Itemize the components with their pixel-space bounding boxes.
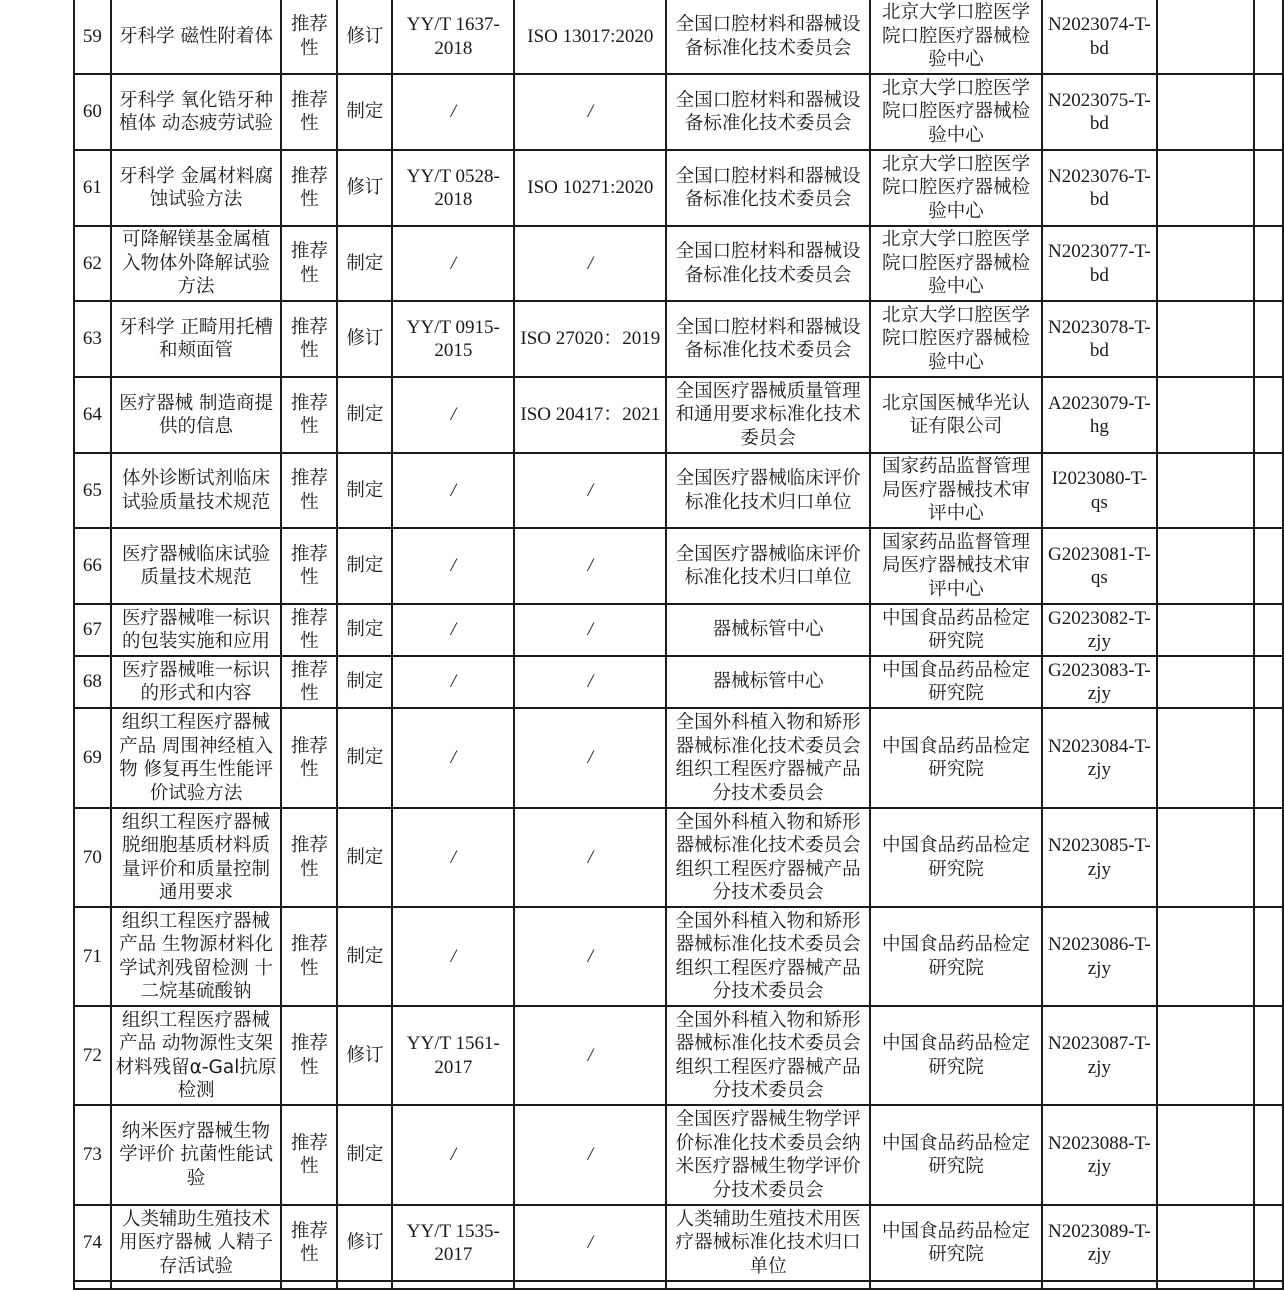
empty-cell bbox=[1157, 74, 1254, 150]
table-row bbox=[74, 604, 1283, 656]
replaced-standard-cell: / bbox=[392, 377, 514, 453]
plan-number-cell: N2023074-T-bd bbox=[1042, 0, 1156, 74]
plan-number-cell: G2023083-T-zjy bbox=[1042, 656, 1156, 708]
replaced-standard-cell: YY/T 1637-2018 bbox=[392, 0, 514, 74]
plan-number-cell: N2023086-T-zjy bbox=[1042, 907, 1156, 1006]
plan-number-cell: G2023081-T-qs bbox=[1042, 528, 1156, 604]
table-bottom-edge bbox=[74, 1281, 1283, 1289]
row-number-cell: 69 bbox=[74, 708, 111, 808]
adopted-intl-std-cell: / bbox=[514, 656, 666, 708]
standard-name-cell: 医疗器械 制造商提供的信息 bbox=[111, 377, 282, 453]
standard-name-cell: 牙科学 氧化锆牙种植体 动态疲劳试验 bbox=[111, 74, 282, 150]
adopted-intl-std-cell: / bbox=[514, 808, 666, 907]
standard-nature-cell: 推荐性 bbox=[281, 301, 337, 377]
standard-name-cell: 人类辅助生殖技术用医疗器械 人精子存活试验 bbox=[111, 1205, 282, 1281]
empty-cell bbox=[1254, 528, 1283, 604]
adopted-intl-std-cell: / bbox=[514, 907, 666, 1006]
table-row bbox=[74, 708, 1283, 808]
table-row bbox=[74, 74, 1283, 150]
standard-nature-cell: 推荐性 bbox=[281, 808, 337, 907]
adopted-intl-std-cell: ISO 13017:2020 bbox=[514, 0, 666, 74]
drafting-unit-cell: 北京大学口腔医学院口腔医疗器械检验中心 bbox=[870, 150, 1042, 226]
empty-cell bbox=[1254, 150, 1283, 226]
standard-nature-cell: 推荐性 bbox=[281, 1205, 337, 1281]
table-row bbox=[74, 150, 1283, 226]
row-number-cell: 63 bbox=[74, 301, 111, 377]
empty-cell bbox=[1157, 1006, 1254, 1105]
tech-committee-cell: 全国医疗器械临床评价标准化技术归口单位 bbox=[666, 528, 869, 604]
tech-committee-cell: 器械标管中心 bbox=[666, 604, 869, 656]
plan-number-cell: N2023084-T-zjy bbox=[1042, 708, 1156, 808]
empty-cell bbox=[1254, 0, 1283, 74]
replaced-standard-cell: / bbox=[392, 528, 514, 604]
adopted-intl-std-cell: / bbox=[514, 708, 666, 808]
plan-number-cell: N2023087-T-zjy bbox=[1042, 1006, 1156, 1105]
standard-name-cell: 体外诊断试剂临床试验质量技术规范 bbox=[111, 453, 282, 528]
replaced-standard-cell: / bbox=[392, 1105, 514, 1205]
standard-nature-cell: 推荐性 bbox=[281, 1105, 337, 1205]
replaced-standard-cell: / bbox=[392, 808, 514, 907]
standard-nature-cell: 推荐性 bbox=[281, 907, 337, 1006]
row-number-cell: 61 bbox=[74, 150, 111, 226]
replaced-standard-cell: / bbox=[392, 656, 514, 708]
row-number-cell: 66 bbox=[74, 528, 111, 604]
table-row bbox=[74, 1205, 1283, 1281]
revision-type-cell: 制定 bbox=[337, 808, 392, 907]
plan-number-cell: A2023079-T-hg bbox=[1042, 377, 1156, 453]
empty-cell bbox=[1157, 907, 1254, 1006]
adopted-intl-std-cell: ISO 10271:2020 bbox=[514, 150, 666, 226]
revision-type-cell: 修订 bbox=[337, 0, 392, 74]
standard-name-cell: 组织工程医疗器械产品 动物源性支架材料残留α-Gal抗原检测 bbox=[111, 1006, 282, 1105]
standard-nature-cell: 推荐性 bbox=[281, 150, 337, 226]
tech-committee-cell: 全国医疗器械质量管理和通用要求标准化技术委员会 bbox=[666, 377, 869, 453]
drafting-unit-cell: 北京大学口腔医学院口腔医疗器械检验中心 bbox=[870, 301, 1042, 377]
standard-name-cell: 医疗器械唯一标识的包装实施和应用 bbox=[111, 604, 282, 656]
replaced-standard-cell: / bbox=[392, 708, 514, 808]
row-number-cell: 70 bbox=[74, 808, 111, 907]
standard-name-cell: 组织工程医疗器械脱细胞基质材料质量评价和质量控制通用要求 bbox=[111, 808, 282, 907]
revision-type-cell: 制定 bbox=[337, 907, 392, 1006]
replaced-standard-cell: YY/T 0528-2018 bbox=[392, 150, 514, 226]
standard-name-cell: 牙科学 金属材料腐蚀试验方法 bbox=[111, 150, 282, 226]
adopted-intl-std-cell: / bbox=[514, 453, 666, 528]
row-number-cell: 60 bbox=[74, 74, 111, 150]
table-body bbox=[74, 0, 1283, 1281]
tech-committee-cell: 全国外科植入物和矫形器械标准化技术委员会组织工程医疗器械产品分技术委员会 bbox=[666, 907, 869, 1006]
tech-committee-cell: 器械标管中心 bbox=[666, 656, 869, 708]
standard-nature-cell: 推荐性 bbox=[281, 453, 337, 528]
empty-cell bbox=[1254, 226, 1283, 301]
drafting-unit-cell: 中国食品药品检定研究院 bbox=[870, 907, 1042, 1006]
tech-committee-cell: 全国医疗器械临床评价标准化技术归口单位 bbox=[666, 453, 869, 528]
drafting-unit-cell: 北京大学口腔医学院口腔医疗器械检验中心 bbox=[870, 74, 1042, 150]
plan-number-cell: N2023076-T-bd bbox=[1042, 150, 1156, 226]
empty-cell bbox=[1254, 74, 1283, 150]
table-row bbox=[74, 1105, 1283, 1205]
plan-number-cell: N2023085-T-zjy bbox=[1042, 808, 1156, 907]
adopted-intl-std-cell: / bbox=[514, 604, 666, 656]
standard-nature-cell: 推荐性 bbox=[281, 656, 337, 708]
standard-nature-cell: 推荐性 bbox=[281, 0, 337, 74]
empty-cell bbox=[1157, 377, 1254, 453]
adopted-intl-std-cell: / bbox=[514, 226, 666, 301]
empty-cell bbox=[1254, 377, 1283, 453]
standard-name-cell: 组织工程医疗器械产品 周围神经植入物 修复再生性能评价试验方法 bbox=[111, 708, 282, 808]
revision-type-cell: 修订 bbox=[337, 1006, 392, 1105]
plan-number-cell: N2023078-T-bd bbox=[1042, 301, 1156, 377]
drafting-unit-cell: 国家药品监督管理局医疗器械技术审评中心 bbox=[870, 528, 1042, 604]
drafting-unit-cell: 中国食品药品检定研究院 bbox=[870, 1006, 1042, 1105]
tech-committee-cell: 全国口腔材料和器械设备标准化技术委员会 bbox=[666, 74, 869, 150]
row-number-cell: 64 bbox=[74, 377, 111, 453]
replaced-standard-cell: / bbox=[392, 907, 514, 1006]
standard-nature-cell: 推荐性 bbox=[281, 74, 337, 150]
row-number-cell: 73 bbox=[74, 1105, 111, 1205]
tech-committee-cell: 全国口腔材料和器械设备标准化技术委员会 bbox=[666, 226, 869, 301]
empty-cell bbox=[1157, 1105, 1254, 1205]
revision-type-cell: 制定 bbox=[337, 604, 392, 656]
empty-cell bbox=[1157, 708, 1254, 808]
standard-name-cell: 纳米医疗器械生物学评价 抗菌性能试验 bbox=[111, 1105, 282, 1205]
revision-type-cell: 制定 bbox=[337, 1105, 392, 1205]
revision-type-cell: 制定 bbox=[337, 377, 392, 453]
row-number-cell: 74 bbox=[74, 1205, 111, 1281]
adopted-intl-std-cell: / bbox=[514, 1105, 666, 1205]
drafting-unit-cell: 中国食品药品检定研究院 bbox=[870, 1205, 1042, 1281]
empty-cell bbox=[1254, 301, 1283, 377]
standard-name-cell: 医疗器械临床试验质量技术规范 bbox=[111, 528, 282, 604]
empty-cell bbox=[1254, 808, 1283, 907]
standard-nature-cell: 推荐性 bbox=[281, 528, 337, 604]
standard-name-cell: 牙科学 磁性附着体 bbox=[111, 0, 282, 74]
standard-name-cell: 可降解镁基金属植入物体外降解试验方法 bbox=[111, 226, 282, 301]
revision-type-cell: 制定 bbox=[337, 708, 392, 808]
plan-number-cell: N2023075-T-bd bbox=[1042, 74, 1156, 150]
table-row bbox=[74, 453, 1283, 528]
tech-committee-cell: 全国外科植入物和矫形器械标准化技术委员会组织工程医疗器械产品分技术委员会 bbox=[666, 708, 869, 808]
drafting-unit-cell: 国家药品监督管理局医疗器械技术审评中心 bbox=[870, 453, 1042, 528]
empty-cell bbox=[1157, 604, 1254, 656]
empty-cell bbox=[1157, 0, 1254, 74]
table-row bbox=[74, 0, 1283, 74]
replaced-standard-cell: YY/T 1561-2017 bbox=[392, 1006, 514, 1105]
adopted-intl-std-cell: / bbox=[514, 74, 666, 150]
revision-type-cell: 修订 bbox=[337, 150, 392, 226]
drafting-unit-cell: 中国食品药品检定研究院 bbox=[870, 808, 1042, 907]
table-row bbox=[74, 528, 1283, 604]
table-row bbox=[74, 226, 1283, 301]
revision-type-cell: 制定 bbox=[337, 226, 392, 301]
standards-table bbox=[73, 0, 1284, 1290]
empty-cell bbox=[1254, 656, 1283, 708]
table-row bbox=[74, 656, 1283, 708]
standard-nature-cell: 推荐性 bbox=[281, 708, 337, 808]
drafting-unit-cell: 北京大学口腔医学院口腔医疗器械检验中心 bbox=[870, 226, 1042, 301]
empty-cell bbox=[1254, 1105, 1283, 1205]
drafting-unit-cell: 中国食品药品检定研究院 bbox=[870, 708, 1042, 808]
revision-type-cell: 修订 bbox=[337, 1205, 392, 1281]
plan-number-cell: N2023089-T-zjy bbox=[1042, 1205, 1156, 1281]
plan-number-cell: I2023080-T-qs bbox=[1042, 453, 1156, 528]
empty-cell bbox=[1157, 1205, 1254, 1281]
empty-cell bbox=[1157, 808, 1254, 907]
empty-cell bbox=[1254, 708, 1283, 808]
standard-nature-cell: 推荐性 bbox=[281, 226, 337, 301]
plan-number-cell: N2023077-T-bd bbox=[1042, 226, 1156, 301]
standard-name-cell: 牙科学 正畸用托槽和颊面管 bbox=[111, 301, 282, 377]
standard-nature-cell: 推荐性 bbox=[281, 1006, 337, 1105]
tech-committee-cell: 人类辅助生殖技术用医疗器械标准化技术归口单位 bbox=[666, 1205, 869, 1281]
empty-cell bbox=[1157, 528, 1254, 604]
drafting-unit-cell: 中国食品药品检定研究院 bbox=[870, 604, 1042, 656]
row-number-cell: 68 bbox=[74, 656, 111, 708]
tech-committee-cell: 全国口腔材料和器械设备标准化技术委员会 bbox=[666, 150, 869, 226]
table-row bbox=[74, 907, 1283, 1006]
replaced-standard-cell: / bbox=[392, 226, 514, 301]
revision-type-cell: 制定 bbox=[337, 656, 392, 708]
empty-cell bbox=[1157, 453, 1254, 528]
replaced-standard-cell: YY/T 1535-2017 bbox=[392, 1205, 514, 1281]
tech-committee-cell: 全国口腔材料和器械设备标准化技术委员会 bbox=[666, 301, 869, 377]
row-number-cell: 71 bbox=[74, 907, 111, 1006]
table-row bbox=[74, 301, 1283, 377]
revision-type-cell: 制定 bbox=[337, 74, 392, 150]
drafting-unit-cell: 中国食品药品检定研究院 bbox=[870, 656, 1042, 708]
standard-name-cell: 组织工程医疗器械产品 生物源材料化学试剂残留检测 十二烷基硫酸钠 bbox=[111, 907, 282, 1006]
replaced-standard-cell: / bbox=[392, 604, 514, 656]
empty-cell bbox=[1157, 150, 1254, 226]
row-number-cell: 59 bbox=[74, 0, 111, 74]
empty-cell bbox=[1254, 1205, 1283, 1281]
tech-committee-cell: 全国外科植入物和矫形器械标准化技术委员会组织工程医疗器械产品分技术委员会 bbox=[666, 1006, 869, 1105]
empty-cell bbox=[1157, 226, 1254, 301]
row-number-cell: 62 bbox=[74, 226, 111, 301]
empty-cell bbox=[1157, 301, 1254, 377]
replaced-standard-cell: / bbox=[392, 453, 514, 528]
revision-type-cell: 修订 bbox=[337, 301, 392, 377]
standard-name-cell: 医疗器械唯一标识的形式和内容 bbox=[111, 656, 282, 708]
replaced-standard-cell: / bbox=[392, 74, 514, 150]
revision-type-cell: 制定 bbox=[337, 528, 392, 604]
adopted-intl-std-cell: ISO 27020：2019 bbox=[514, 301, 666, 377]
replaced-standard-cell: YY/T 0915-2015 bbox=[392, 301, 514, 377]
plan-number-cell: G2023082-T-zjy bbox=[1042, 604, 1156, 656]
tech-committee-cell: 全国口腔材料和器械设备标准化技术委员会 bbox=[666, 0, 869, 74]
row-number-cell: 67 bbox=[74, 604, 111, 656]
adopted-intl-std-cell: / bbox=[514, 1205, 666, 1281]
empty-cell bbox=[1157, 656, 1254, 708]
tech-committee-cell: 全国外科植入物和矫形器械标准化技术委员会组织工程医疗器械产品分技术委员会 bbox=[666, 808, 869, 907]
adopted-intl-std-cell: / bbox=[514, 1006, 666, 1105]
row-number-cell: 72 bbox=[74, 1006, 111, 1105]
empty-cell bbox=[1254, 604, 1283, 656]
plan-number-cell: N2023088-T-zjy bbox=[1042, 1105, 1156, 1205]
drafting-unit-cell: 中国食品药品检定研究院 bbox=[870, 1105, 1042, 1205]
standard-nature-cell: 推荐性 bbox=[281, 604, 337, 656]
adopted-intl-std-cell: / bbox=[514, 528, 666, 604]
tech-committee-cell: 全国医疗器械生物学评价标准化技术委员会纳米医疗器械生物学评价分技术委员会 bbox=[666, 1105, 869, 1205]
row-number-cell: 65 bbox=[74, 453, 111, 528]
empty-cell bbox=[1254, 1006, 1283, 1105]
revision-type-cell: 制定 bbox=[337, 453, 392, 528]
standard-nature-cell: 推荐性 bbox=[281, 377, 337, 453]
adopted-intl-std-cell: ISO 20417：2021 bbox=[514, 377, 666, 453]
empty-cell bbox=[1254, 907, 1283, 1006]
table-row bbox=[74, 1006, 1283, 1105]
drafting-unit-cell: 北京国医械华光认证有限公司 bbox=[870, 377, 1042, 453]
table-row bbox=[74, 377, 1283, 453]
table-row bbox=[74, 808, 1283, 907]
empty-cell bbox=[1254, 453, 1283, 528]
drafting-unit-cell: 北京大学口腔医学院口腔医疗器械检验中心 bbox=[870, 0, 1042, 74]
